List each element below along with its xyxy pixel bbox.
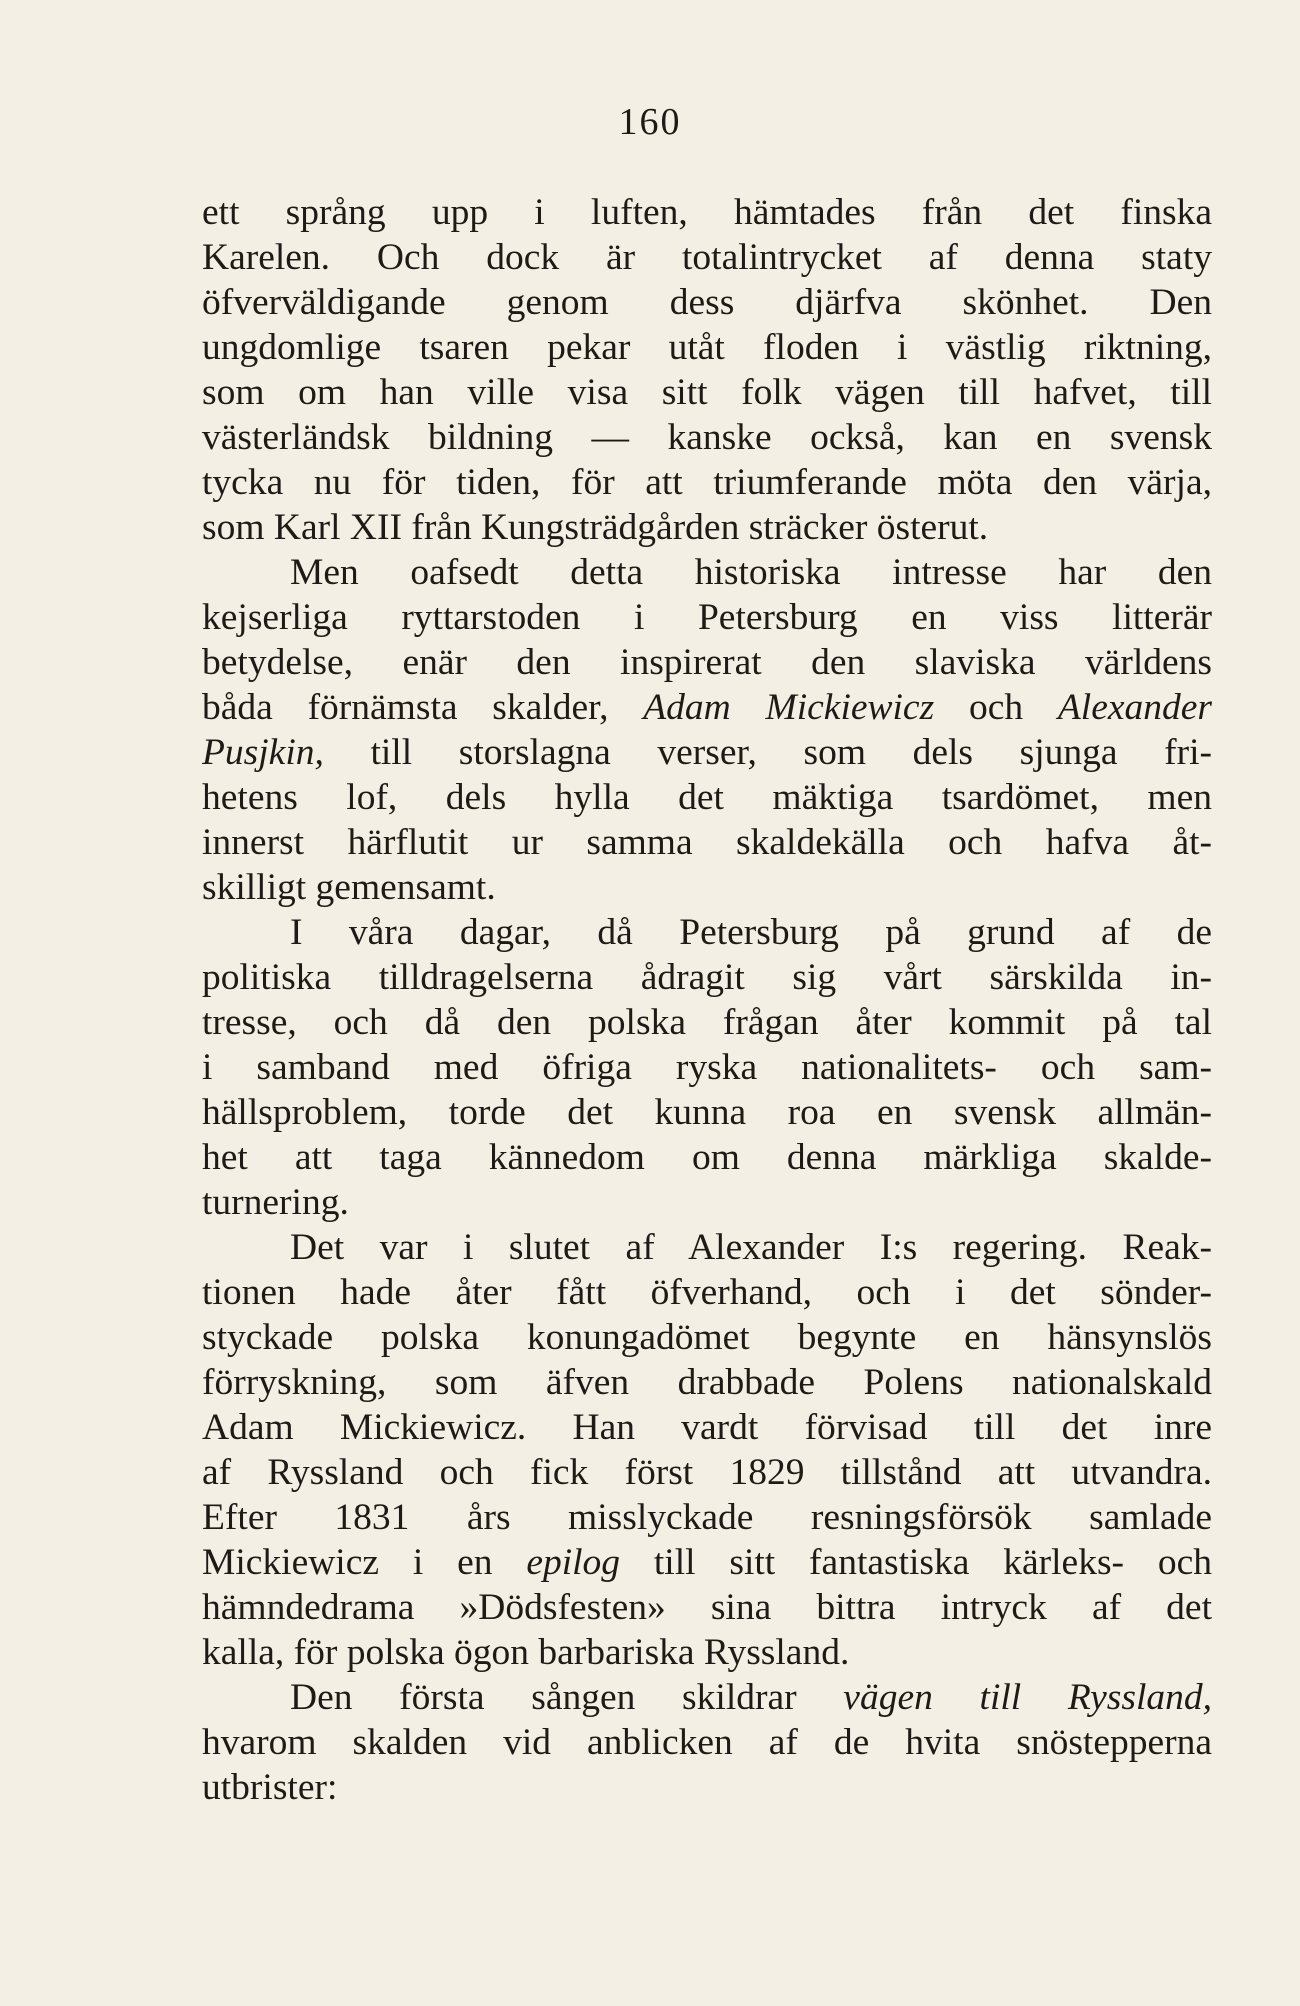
text-line: Adam Mickiewicz. Han vardt förvisad till det inre xyxy=(202,1407,1212,1448)
text-line: kalla, för polska ögon barbariska Ryssland. xyxy=(202,1632,850,1673)
paragraph-start-line: Men oafsedt detta historiska intresse har den xyxy=(290,552,1212,593)
text-line: hvarom skalden vid anblicken af de hvita snöstepperna xyxy=(202,1722,1212,1763)
text-line: het att taga kännedom om denna märkliga skalde- xyxy=(202,1137,1212,1178)
text-line: kejserliga ryttarstoden i Petersburg en viss litterär xyxy=(202,597,1212,638)
text-line: styckade polska konungadömet begynte en hänsynslös xyxy=(202,1317,1212,1358)
text-line: Efter 1831 års misslyckade resningsförsök samlade xyxy=(202,1497,1212,1538)
text-line: båda förnämsta skalder, Adam Mickiewicz och Alexander xyxy=(202,687,1212,728)
italic-name: Adam Mickiewicz xyxy=(643,687,935,728)
text-line: Karelen. Och dock är totalintrycket af denna staty xyxy=(202,237,1212,278)
text-line: västerländsk bildning — kanske också, kan en svensk xyxy=(202,417,1212,458)
text-line: Mickiewicz i en epilog till sitt fantastiska kärleks- och xyxy=(202,1542,1212,1583)
text-line: utbrister: xyxy=(202,1767,338,1808)
italic-phrase: vägen till Ryssland, xyxy=(843,1677,1212,1718)
text-line: hällsproblem, torde det kunna roa en svensk allmän- xyxy=(202,1092,1212,1133)
page-number: 160 xyxy=(618,101,682,143)
text-line: betydelse, enär den inspirerat den slaviska världens xyxy=(202,642,1212,683)
text-line: ungdomlige tsaren pekar utåt floden i västlig riktning, xyxy=(202,327,1212,368)
text-line: tresse, och då den polska frågan åter kommit på tal xyxy=(202,1002,1212,1043)
text-line: ett språng upp i luften, hämtades från det finska xyxy=(202,192,1212,233)
text-line: hetens lof, dels hylla det mäktiga tsardömet, men xyxy=(202,777,1212,818)
text-line: turnering. xyxy=(202,1182,349,1223)
text-line: af Ryssland och fick först 1829 tillstånd att utvandra. xyxy=(202,1452,1212,1493)
text-line: Pusjkin, till storslagna verser, som dels sjunga fri- xyxy=(202,732,1212,773)
text-line: tionen hade åter fått öfverhand, och i det sönder- xyxy=(202,1272,1212,1313)
paragraph-start-line: Den första sången skildrar vägen till Ryssland, xyxy=(290,1677,1212,1718)
paragraph-start-line: I våra dagar, då Petersburg på grund af de xyxy=(290,912,1212,953)
text-line: förryskning, som äfven drabbade Polens nationalskald xyxy=(202,1362,1212,1403)
text-line: innerst härflutit ur samma skaldekälla och hafva åt- xyxy=(202,822,1212,863)
text-line: som Karl XII från Kungsträdgården sträcker österut. xyxy=(202,507,989,548)
body-text xyxy=(202,190,1212,1810)
text-line: hämndedrama »Dödsfesten» sina bittra intryck af det xyxy=(202,1587,1212,1628)
text-line: i samband med öfriga ryska nationalitets- och sam- xyxy=(202,1047,1212,1088)
italic-name: Pusjkin, xyxy=(202,732,324,773)
text-line: politiska tilldragelserna ådragit sig vårt särskilda in- xyxy=(202,957,1212,998)
text-line: som om han ville visa sitt folk vägen till hafvet, till xyxy=(202,372,1212,413)
italic-name: Alexander xyxy=(1057,687,1212,728)
text-line: skilligt gemensamt. xyxy=(202,867,496,908)
paragraph-start-line: Det var i slutet af Alexander I:s regering. Reak- xyxy=(290,1227,1212,1268)
italic-word: epilog xyxy=(526,1542,621,1583)
text-line: öfverväldigande genom dess djärfva skönhet. Den xyxy=(202,282,1212,323)
text-line: tycka nu för tiden, för att triumferande möta den värja, xyxy=(202,462,1212,503)
